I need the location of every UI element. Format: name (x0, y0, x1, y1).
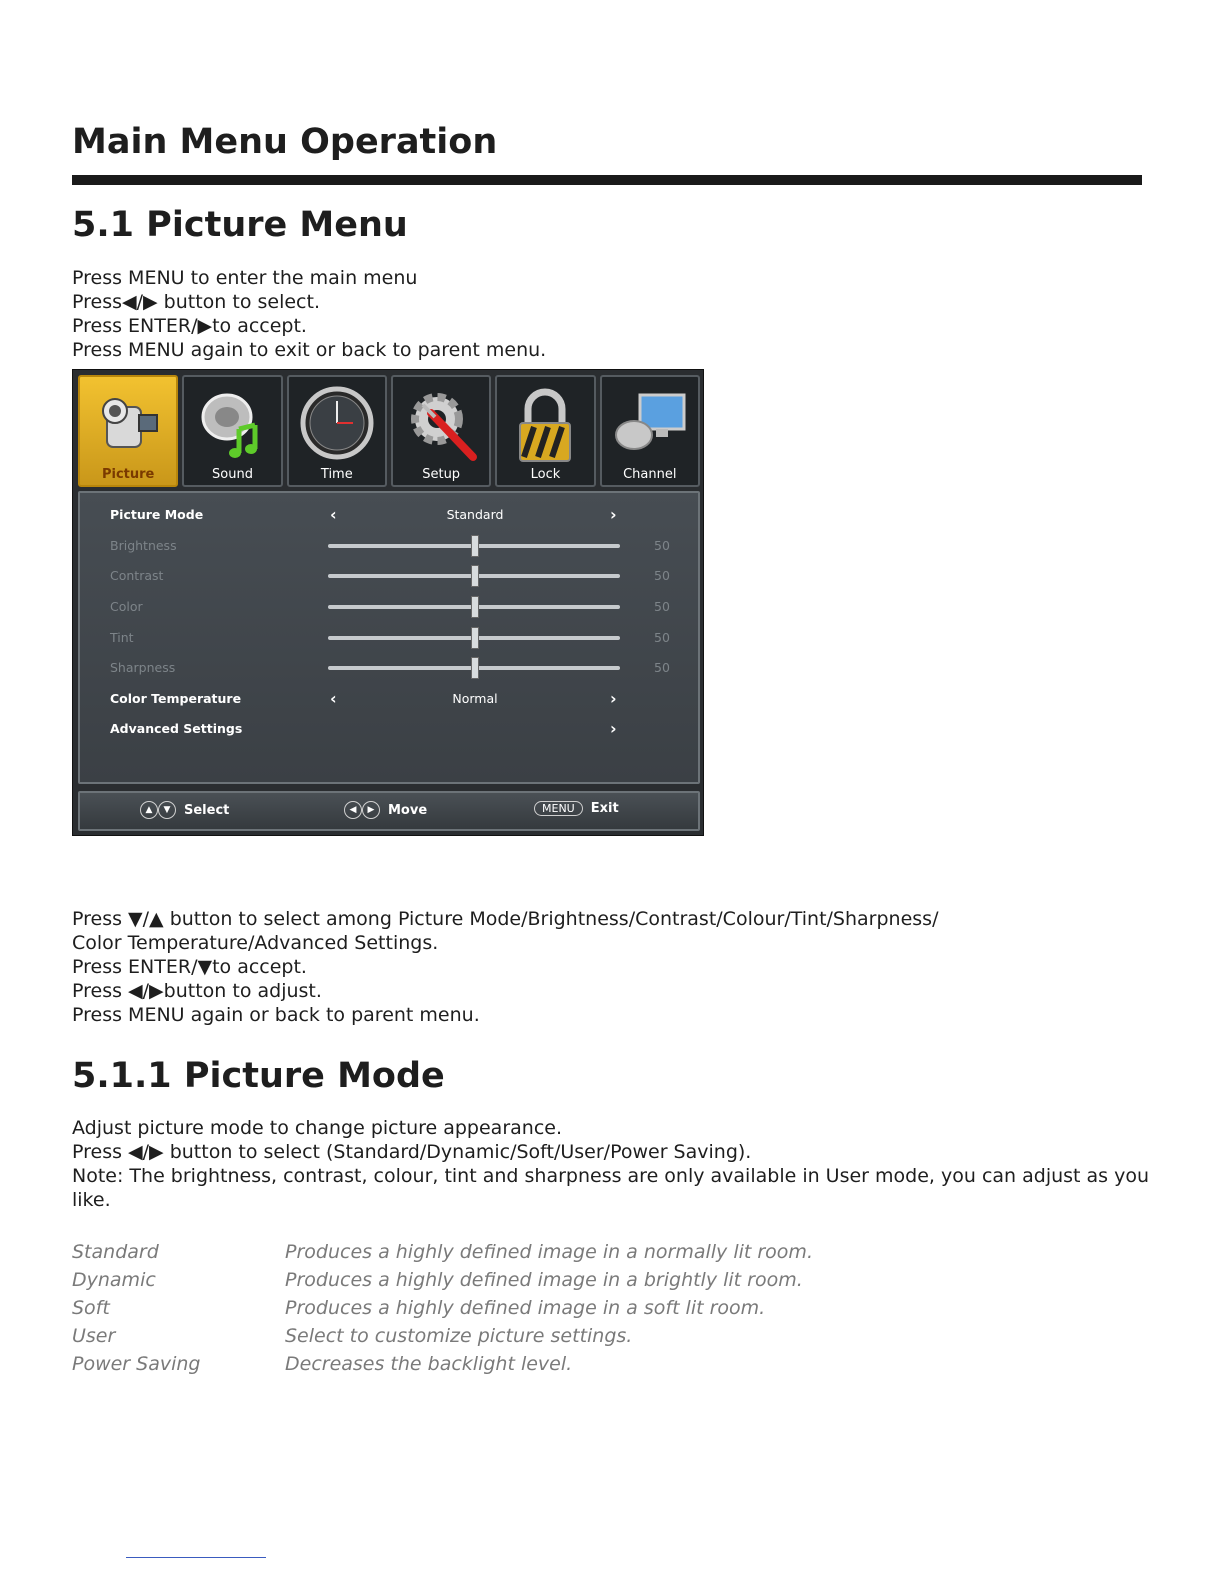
row-label: Color Temperature (110, 691, 242, 706)
description-line: Adjust picture mode to change picture appearance. (72, 1117, 563, 1139)
chevron-right-icon[interactable]: › (610, 719, 617, 738)
sharpness-value: 50 (654, 660, 670, 675)
chevron-left-icon[interactable]: ‹ (330, 505, 337, 524)
mode-description: Produces a highly defined image in a brightly lit room. (285, 1269, 803, 1291)
contrast-row[interactable] (80, 560, 698, 590)
color-row[interactable] (80, 591, 698, 621)
advanced-settings-row[interactable] (80, 713, 698, 743)
page-title: Main Menu Operation (72, 122, 498, 162)
tab-time[interactable] (287, 375, 387, 487)
instruction-line: Press MENU again or back to parent menu. (72, 1004, 480, 1026)
tab-setup[interactable] (391, 375, 491, 487)
brightness-row[interactable] (80, 530, 698, 560)
select-hint (140, 801, 229, 819)
footer-rule (126, 1557, 266, 1558)
description-line: Press ◀/▶ button to select (Standard/Dynamic/Soft/User/Power Saving). (72, 1141, 752, 1163)
instruction-line: Press◀/▶ button to select. (72, 291, 320, 313)
tab-label: Lock (530, 467, 561, 482)
tab-channel[interactable] (600, 375, 700, 487)
mode-row (72, 1294, 813, 1322)
mode-row (72, 1266, 813, 1294)
chevron-right-icon[interactable]: › (610, 689, 617, 708)
tint-row[interactable] (80, 622, 698, 652)
mode-row (72, 1238, 813, 1266)
up-down-keys-icon: ▲ ▼ (140, 801, 176, 819)
instruction-line: Press ENTER/▼to accept. (72, 956, 307, 978)
color-value: 50 (654, 599, 670, 614)
select-hint-label: Select (184, 802, 230, 818)
contrast-value: 50 (654, 568, 670, 583)
speaker-music-icon (197, 385, 267, 465)
picture-mode-row[interactable] (80, 499, 698, 529)
title-rule (72, 175, 1142, 185)
mode-name: Standard (72, 1241, 159, 1263)
sharpness-row[interactable] (80, 652, 698, 682)
padlock-icon (510, 385, 580, 465)
tab-picture[interactable] (78, 375, 178, 487)
row-label: Sharpness (110, 660, 176, 675)
row-label: Contrast (110, 568, 164, 583)
picture-mode-list (72, 1238, 813, 1378)
mode-name: Dynamic (72, 1269, 156, 1291)
row-label: Tint (110, 630, 134, 645)
tab-label: Sound (212, 467, 253, 482)
slider-knob[interactable] (471, 596, 479, 618)
instruction-line: Press MENU to enter the main menu (72, 267, 418, 289)
slider-knob[interactable] (471, 565, 479, 587)
slider-knob[interactable] (471, 627, 479, 649)
row-label: Color (110, 599, 143, 614)
instruction-line: Color Temperature/Advanced Settings. (72, 932, 439, 954)
key-hint-bar (78, 791, 700, 831)
left-right-keys-icon: ◀ ▶ (344, 801, 380, 819)
subsection-title: 5.1.1 Picture Mode (72, 1056, 445, 1096)
menu-key-icon: MENU (534, 801, 583, 816)
instruction-line: Press ENTER/▶to accept. (72, 315, 307, 337)
mode-description: Decreases the backlight level. (285, 1353, 573, 1375)
gear-screwdriver-icon (401, 385, 481, 465)
camcorder-icon (93, 385, 163, 465)
clock-icon (297, 385, 377, 465)
menu-tab-bar (78, 375, 700, 487)
mode-description: Produces a highly defined image in a soft lit room. (285, 1297, 766, 1319)
mode-name: Power Saving (72, 1353, 201, 1375)
tab-label: Channel (623, 467, 677, 482)
intro-instructions (72, 266, 546, 362)
section-title: 5.1 Picture Menu (72, 205, 408, 245)
instruction-line: Press ▼/▲ button to select among Picture Mode/Brightness/Contrast/Colour/Tint/Sharpness/ (72, 908, 939, 930)
move-hint-label: Move (388, 802, 428, 818)
picture-menu-screenshot (72, 369, 704, 836)
instruction-line: Press MENU again to exit or back to parent menu. (72, 339, 547, 361)
mode-row (72, 1350, 813, 1378)
slider-knob[interactable] (471, 657, 479, 679)
row-label: Brightness (110, 538, 177, 553)
tab-sound[interactable] (182, 375, 282, 487)
brightness-value: 50 (654, 538, 670, 553)
mode-name: Soft (72, 1297, 110, 1319)
tab-label: Setup (422, 467, 461, 482)
note-line: Note: The brightness, contrast, colour, tint and sharpness are only available in User mode, you can adjust as you like. (72, 1165, 1150, 1211)
row-label: Picture Mode (110, 507, 204, 522)
instruction-line: Press ◀/▶button to adjust. (72, 980, 322, 1002)
slider-knob[interactable] (471, 535, 479, 557)
color-temperature-row[interactable] (80, 683, 698, 713)
mode-description: Produces a highly defined image in a normally lit room. (285, 1241, 813, 1263)
tab-label: Picture (101, 467, 155, 482)
chevron-right-icon[interactable]: › (610, 505, 617, 524)
picture-settings-panel (78, 491, 700, 784)
mode-row (72, 1322, 813, 1350)
menu-instructions (72, 907, 938, 1027)
mode-description: Select to customize picture settings. (285, 1325, 633, 1347)
mode-name: User (72, 1325, 116, 1347)
exit-hint (534, 801, 619, 816)
tab-label: Time (320, 467, 353, 482)
tab-lock[interactable] (495, 375, 595, 487)
row-label: Advanced Settings (110, 721, 243, 736)
picture-mode-description (72, 1116, 1152, 1212)
move-hint (344, 801, 427, 819)
picture-mode-value: Standard (446, 507, 504, 522)
exit-hint-label: Exit (590, 801, 619, 816)
chevron-left-icon[interactable]: ‹ (330, 689, 337, 708)
satellite-monitor-icon (610, 385, 690, 465)
color-temperature-value: Normal (452, 691, 498, 706)
tint-value: 50 (654, 630, 670, 645)
